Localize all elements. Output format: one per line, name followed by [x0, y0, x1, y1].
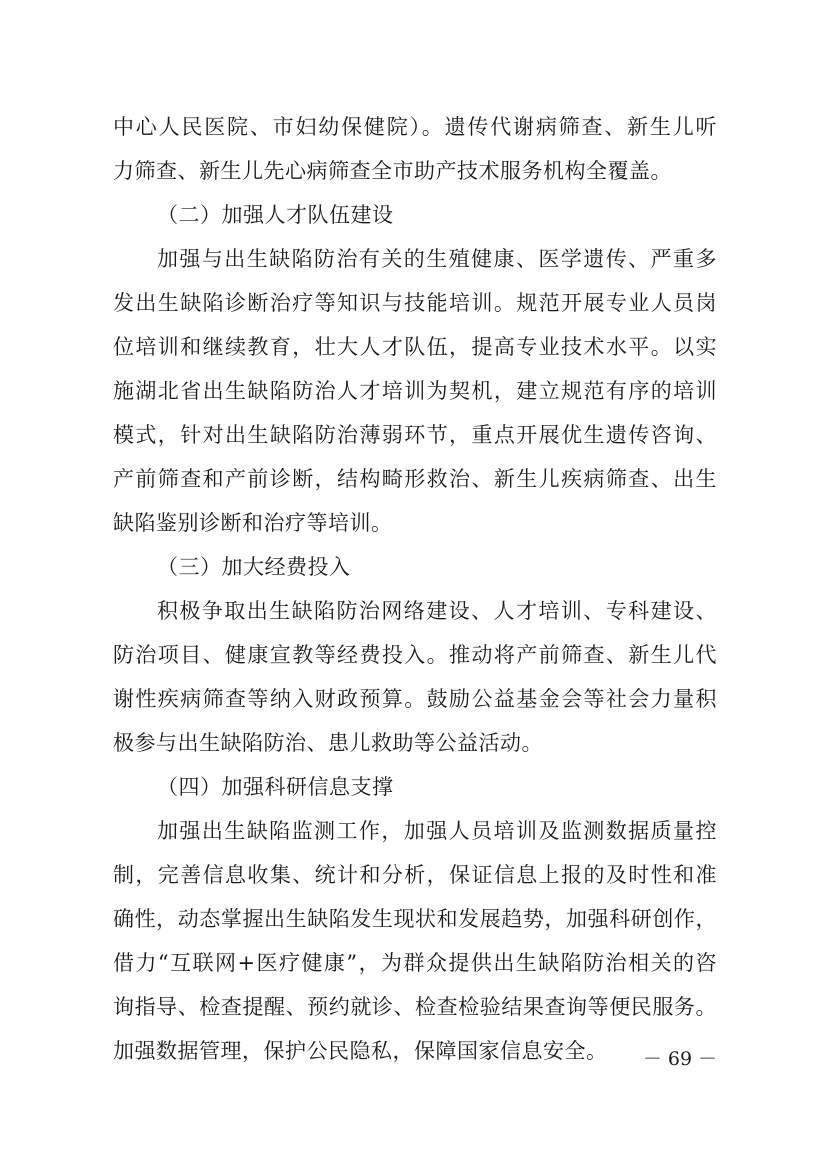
- text-line: 缺陷鉴别诊断和治疗等培训。: [113, 511, 393, 535]
- text-line: 加强数据管理，保护公民隐私，保障国家信息安全。: [113, 1039, 608, 1063]
- text-line: 积极争取出生缺陷防治网络建设、人才培训、专科建设、: [157, 599, 717, 623]
- text-line: 模式，针对出生缺陷防治薄弱环节，重点开展优生遗传咨询、: [113, 423, 717, 447]
- text-line: 借力“互联网+医疗健康”，为群众提供出生缺陷防治相关的咨: [113, 951, 717, 975]
- text-line: 发出生缺陷诊断治疗等知识与技能培训。规范开展专业人员岗: [113, 291, 717, 315]
- text-line: 加强出生缺陷监测工作，加强人员培训及监测数据质量控: [157, 819, 717, 843]
- text-line: 施湖北省出生缺陷防治人才培训为契机，建立规范有序的培训: [113, 379, 717, 403]
- text-line: 极参与出生缺陷防治、患儿救助等公益活动。: [113, 731, 543, 755]
- text-line: 产前筛查和产前诊断，结构畸形救治、新生儿疾病筛查、出生: [113, 467, 717, 491]
- text-line: 确性，动态掌握出生缺陷发生现状和发展趋势，加强科研创作，: [113, 907, 717, 931]
- text-line: 谢性疾病筛查等纳入财政预算。鼓励公益基金会等社会力量积: [113, 687, 717, 711]
- text-line: 制，完善信息收集、统计和分析，保证信息上报的及时性和准: [113, 863, 717, 887]
- section-heading-talent: （二）加强人才队伍建设: [157, 203, 394, 227]
- text-line: 询指导、检查提醒、预约就诊、检查检验结果查询等便民服务。: [113, 995, 717, 1019]
- text-line: 防治项目、健康宣教等经费投入。推动将产前筛查、新生儿代: [113, 643, 717, 667]
- section-heading-research: （四）加强科研信息支撑: [157, 775, 394, 799]
- page-number: － 69 －: [642, 1048, 718, 1070]
- text-line: 位培训和继续教育，壮大人才队伍，提高专业技术水平。以实: [113, 335, 717, 359]
- section-heading-funding: （三）加大经费投入: [157, 555, 351, 579]
- text-line: 力筛查、新生儿先心病筛查全市助产技术服务机构全覆盖。: [113, 159, 672, 183]
- text-line: 加强与出生缺陷防治有关的生殖健康、医学遗传、严重多: [157, 247, 717, 271]
- text-line: 中心人民医院、市妇幼保健院）。遗传代谢病筛查、新生儿听: [113, 115, 717, 139]
